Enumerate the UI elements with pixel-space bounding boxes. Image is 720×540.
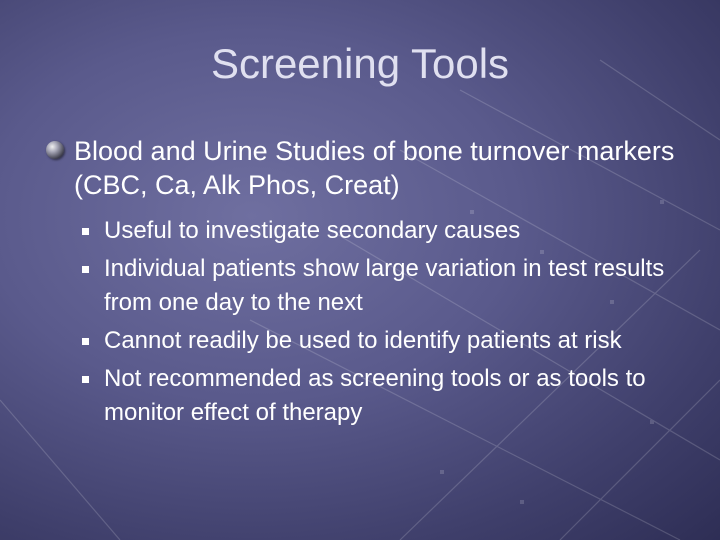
sub-bullet-text: Useful to investigate secondary causes: [104, 217, 521, 244]
sub-bullet-item: [104, 252, 694, 320]
main-bullet-text: Blood and Urine Studies of bone turnover markers (CBC, Ca, Alk Phos, Creat): [74, 136, 675, 200]
sphere-bullet-icon: [46, 141, 64, 159]
sub-bullet-text: Not recommended as screening tools or as tools to monitor effect of therapy: [104, 365, 646, 426]
sub-bullet-item: [104, 362, 694, 430]
square-bullet-icon: [82, 338, 89, 345]
sub-bullet-text: Cannot readily be used to identify patients at risk: [104, 327, 622, 354]
square-bullet-icon: [82, 266, 89, 273]
square-bullet-icon: [82, 228, 89, 235]
sub-bullet-list: [104, 214, 694, 434]
sub-bullet-item: [104, 214, 694, 248]
square-bullet-icon: [82, 376, 89, 383]
slide-title: Screening Tools: [210, 40, 510, 87]
sub-bullet-text: Individual patients show large variation in test results from one day to the next: [104, 255, 665, 316]
sub-bullet-item: [104, 324, 694, 358]
